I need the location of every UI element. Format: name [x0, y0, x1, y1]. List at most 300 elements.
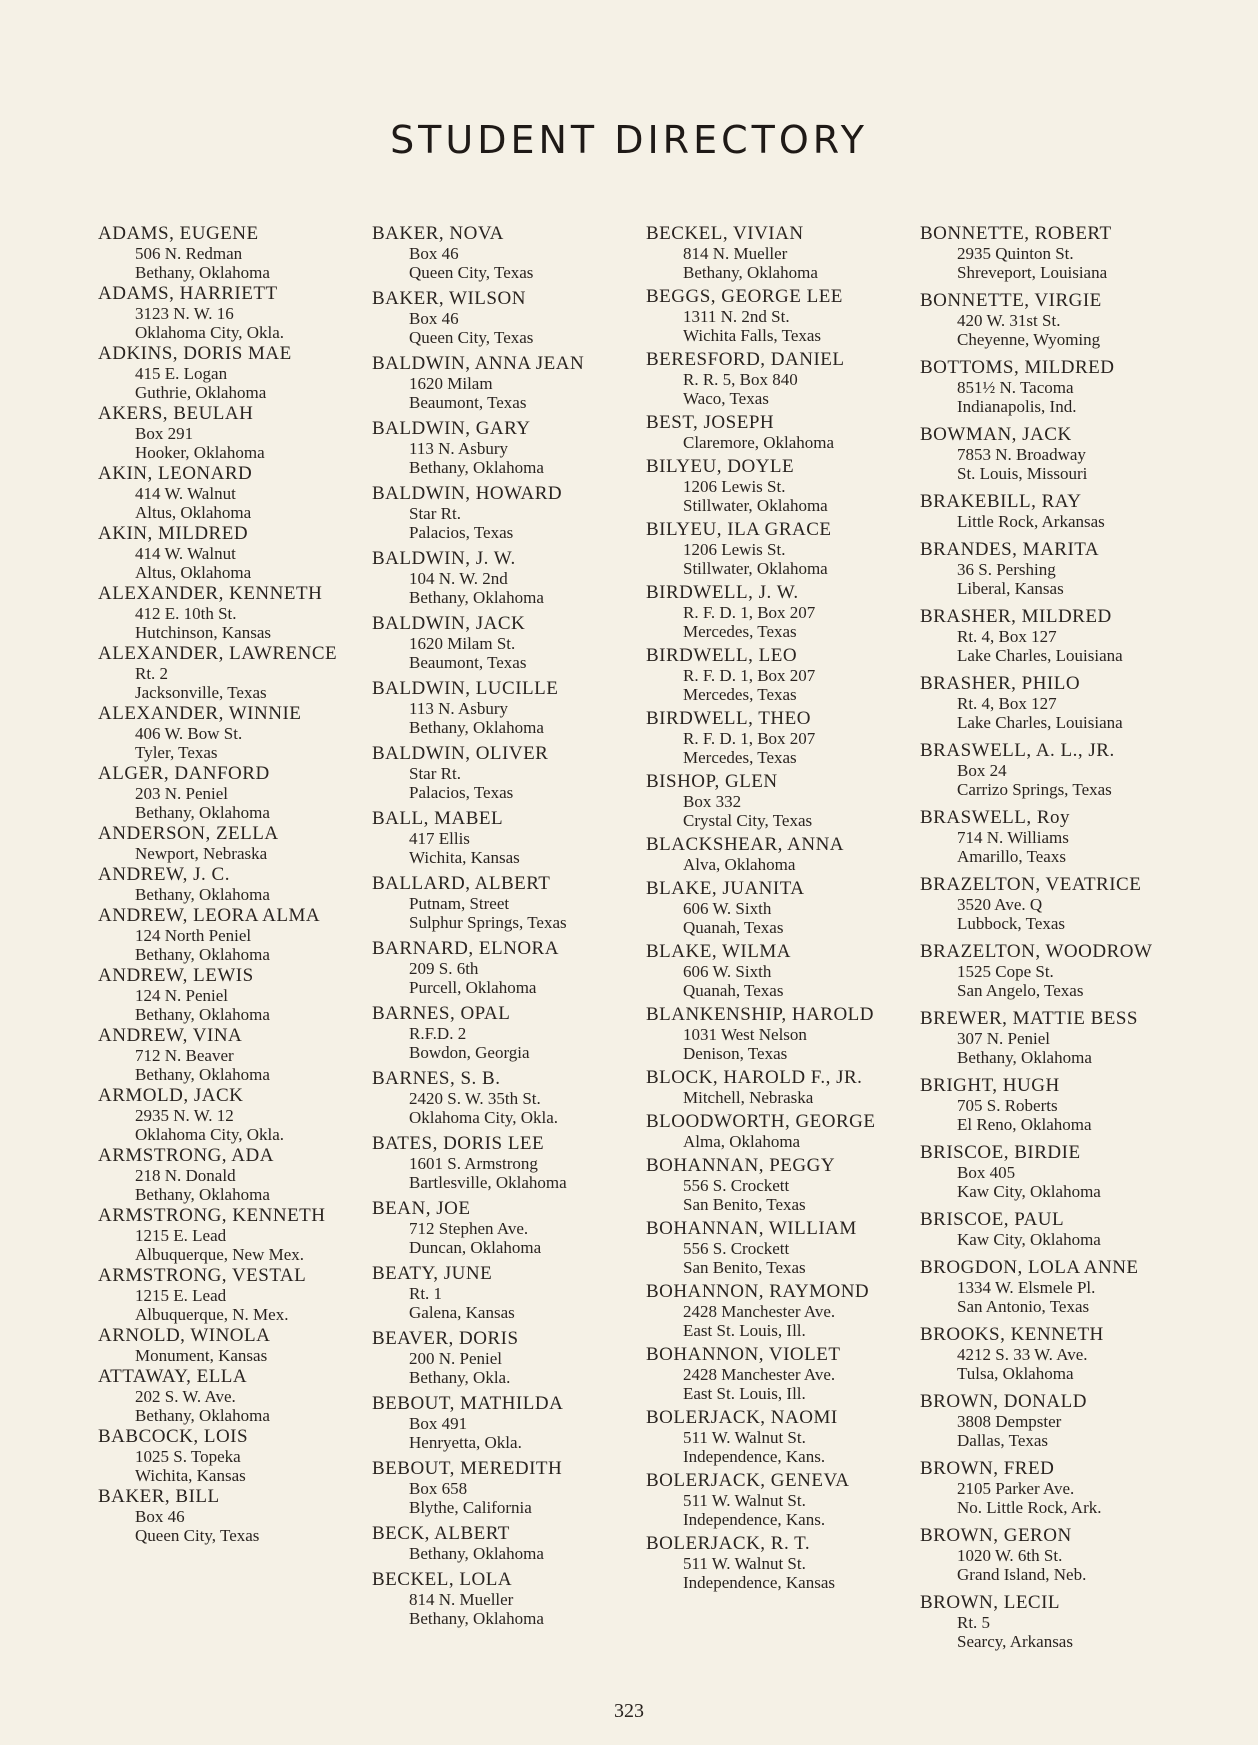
directory-entry: [98, 1206, 368, 1264]
directory-entry: [98, 584, 368, 642]
address-line: 556 S. Crockett: [683, 1239, 790, 1258]
directory-entry: [646, 583, 916, 641]
directory-entry: [372, 1004, 642, 1062]
student-name: BALDWIN, JACK: [372, 613, 526, 634]
address-line: 705 S. Roberts: [957, 1096, 1058, 1115]
address-line: Bethany, Oklahoma: [957, 1048, 1092, 1067]
directory-entry: [372, 224, 642, 282]
student-name: BRIGHT, HUGH: [920, 1075, 1060, 1096]
address-line: 7853 N. Broadway: [957, 445, 1086, 464]
student-name: BEATY, JUNE: [372, 1263, 493, 1284]
student-name: BOLERJACK, R. T.: [646, 1533, 811, 1554]
address-line: 113 N. Asbury: [409, 699, 509, 718]
student-name: BOHANNAN, WILLIAM: [646, 1218, 857, 1239]
address-line: 556 S. Crockett: [683, 1176, 790, 1195]
address-line: Oklahoma City, Okla.: [135, 323, 285, 342]
address-line: 406 W. Bow St.: [135, 724, 243, 743]
address-line: Altus, Oklahoma: [135, 503, 252, 522]
directory-entry: [98, 1326, 368, 1365]
address-line: Wichita, Kansas: [135, 1466, 246, 1485]
directory-entry: [98, 1026, 368, 1084]
address-line: Sulphur Springs, Texas: [409, 913, 567, 932]
directory-entry: [372, 874, 642, 932]
address-line: Jacksonville, Texas: [135, 683, 267, 702]
student-name: AKIN, LEONARD: [98, 463, 253, 484]
address-line: Box 658: [409, 1479, 468, 1498]
directory-entry: [98, 464, 368, 522]
address-line: Mercedes, Texas: [683, 748, 797, 767]
address-line: Amarillo, Teaxs: [957, 847, 1066, 866]
student-name: BRAKEBILL, RAY: [920, 491, 1082, 512]
directory-entry: [98, 824, 368, 863]
page-number: 323: [614, 1700, 644, 1722]
address-line: Rt. 2: [135, 664, 169, 683]
directory-entry: [920, 1325, 1190, 1383]
address-line: 417 Ellis: [409, 829, 470, 848]
address-line: R. R. 5, Box 840: [683, 370, 798, 389]
address-line: Bethany, Oklahoma: [135, 945, 270, 964]
student-name: ARMOLD, JACK: [98, 1085, 244, 1106]
student-name: BRASWELL, Roy: [920, 807, 1071, 828]
address-line: R.F.D. 2: [409, 1024, 467, 1043]
directory-entry: [646, 1068, 916, 1107]
address-line: 124 North Peniel: [135, 926, 252, 945]
address-line: Queen City, Texas: [135, 1526, 260, 1545]
address-line: Shreveport, Louisiana: [957, 263, 1108, 282]
student-name: BALL, MABEL: [372, 808, 504, 829]
directory-entry: [920, 358, 1190, 416]
address-line: Monument, Kansas: [135, 1346, 268, 1365]
address-line: 606 W. Sixth: [683, 899, 772, 918]
student-name: ANDREW, LEORA ALMA: [98, 905, 321, 926]
directory-entry: [646, 1282, 916, 1340]
address-line: Stillwater, Oklahoma: [683, 496, 828, 515]
directory-entry: [920, 942, 1190, 1000]
address-line: 307 N. Peniel: [957, 1029, 1051, 1048]
directory-entry: [372, 1329, 642, 1387]
directory-entry: [646, 520, 916, 578]
student-name: BATES, DORIS LEE: [372, 1133, 545, 1154]
address-line: Denison, Texas: [683, 1044, 788, 1063]
address-line: Beaumont, Texas: [409, 653, 527, 672]
address-line: El Reno, Oklahoma: [957, 1115, 1092, 1134]
student-name: BILYEU, ILA GRACE: [646, 519, 832, 540]
address-line: 1334 W. Elsmele Pl.: [957, 1278, 1096, 1297]
address-line: 1601 S. Armstrong: [409, 1154, 538, 1173]
directory-entry: [98, 704, 368, 762]
directory-entry: [646, 1156, 916, 1214]
address-line: 203 N. Peniel: [135, 784, 229, 803]
address-line: Tyler, Texas: [135, 743, 218, 762]
address-line: 420 W. 31st St.: [957, 311, 1061, 330]
student-name: BLAKE, JUANITA: [646, 878, 805, 899]
address-line: Hutchinson, Kansas: [135, 623, 271, 642]
address-line: 1215 E. Lead: [135, 1226, 227, 1245]
student-name: BROWN, FRED: [920, 1458, 1055, 1479]
student-name: BEST, JOSEPH: [646, 412, 775, 433]
student-name: BECK, ALBERT: [372, 1523, 510, 1544]
directory-entry: [920, 425, 1190, 483]
address-line: Newport, Nebraska: [135, 844, 268, 863]
address-line: Mercedes, Texas: [683, 685, 797, 704]
student-name: BOHANNON, RAYMOND: [646, 1281, 870, 1302]
student-name: BEGGS, GEORGE LEE: [646, 286, 843, 307]
student-name: BECKEL, VIVIAN: [646, 223, 804, 244]
student-name: BRASHER, MILDRED: [920, 606, 1112, 627]
student-name: ARMSTRONG, KENNETH: [98, 1205, 326, 1226]
address-line: 1620 Milam St.: [409, 634, 516, 653]
address-line: 511 W. Walnut St.: [683, 1428, 806, 1447]
address-line: Lake Charles, Louisiana: [957, 713, 1123, 732]
address-line: Bethany, Oklahoma: [409, 1609, 544, 1628]
address-line: Wichita, Kansas: [409, 848, 520, 867]
address-line: Box 332: [683, 792, 742, 811]
address-line: 1031 West Nelson: [683, 1025, 807, 1044]
address-line: 851½ N. Tacoma: [957, 378, 1074, 397]
address-line: 712 N. Beaver: [135, 1046, 234, 1065]
student-name: BARNARD, ELNORA: [372, 938, 559, 959]
student-name: ALEXANDER, LAWRENCE: [98, 643, 338, 664]
student-name: BIRDWELL, THEO: [646, 708, 811, 729]
directory-entry: [646, 1345, 916, 1403]
directory-entry: [372, 939, 642, 997]
directory-entry: [98, 1146, 368, 1204]
address-line: No. Little Rock, Ark.: [957, 1498, 1102, 1517]
address-line: 814 N. Mueller: [683, 244, 788, 263]
student-name: BAKER, WILSON: [372, 288, 526, 309]
address-line: 712 Stephen Ave.: [409, 1219, 529, 1238]
address-line: Galena, Kansas: [409, 1303, 515, 1322]
student-name: BEBOUT, MEREDITH: [372, 1458, 563, 1479]
address-line: Quanah, Texas: [683, 918, 784, 937]
address-line: Box 46: [409, 244, 459, 263]
address-line: Bethany, Oklahoma: [135, 1005, 270, 1024]
directory-entry: [98, 1487, 368, 1545]
address-line: Star Rt.: [409, 504, 461, 523]
student-name: AKIN, MILDRED: [98, 523, 249, 544]
address-line: 104 N. W. 2nd: [409, 569, 508, 588]
address-line: Box 24: [957, 761, 1007, 780]
student-name: ARMSTRONG, ADA: [98, 1145, 274, 1166]
student-name: BARNES, OPAL: [372, 1003, 511, 1024]
directory-column-3: [646, 224, 916, 1597]
directory-entry: [646, 1471, 916, 1529]
directory-entry: [920, 291, 1190, 349]
address-line: Guthrie, Oklahoma: [135, 383, 267, 402]
student-name: BALDWIN, HOWARD: [372, 483, 563, 504]
student-name: ALEXANDER, KENNETH: [98, 583, 323, 604]
address-line: 3808 Dempster: [957, 1412, 1062, 1431]
address-line: Little Rock, Arkansas: [957, 512, 1105, 531]
address-line: 1206 Lewis St.: [683, 540, 786, 559]
student-name: BROOKS, KENNETH: [920, 1324, 1104, 1345]
address-line: Putnam, Street: [409, 894, 510, 913]
address-line: Rt. 5: [957, 1613, 991, 1632]
student-name: BIRDWELL, J. W.: [646, 582, 799, 603]
address-line: Independence, Kans.: [683, 1510, 826, 1529]
directory-entry: [920, 875, 1190, 933]
address-line: 2428 Manchester Ave.: [683, 1365, 836, 1384]
address-line: 124 N. Peniel: [135, 986, 229, 1005]
student-name: BREWER, MATTIE BESS: [920, 1008, 1138, 1029]
directory-entry: [372, 1199, 642, 1257]
address-line: 414 W. Walnut: [135, 484, 236, 503]
directory-entry: [920, 1009, 1190, 1067]
student-name: BROWN, DONALD: [920, 1391, 1087, 1412]
directory-entry: [646, 646, 916, 704]
directory-entry: [920, 224, 1190, 282]
address-line: Claremore, Oklahoma: [683, 433, 835, 452]
address-line: Independence, Kans.: [683, 1447, 826, 1466]
address-line: Bartlesville, Oklahoma: [409, 1173, 567, 1192]
student-name: BONNETTE, ROBERT: [920, 223, 1112, 244]
address-line: Hooker, Oklahoma: [135, 443, 265, 462]
student-name: BRAZELTON, WOODROW: [920, 941, 1153, 962]
address-line: Carrizo Springs, Texas: [957, 780, 1112, 799]
address-line: 1525 Cope St.: [957, 962, 1054, 981]
directory-entry: [646, 224, 916, 282]
student-name: ADAMS, EUGENE: [98, 223, 259, 244]
address-line: R. F. D. 1, Box 207: [683, 603, 816, 622]
student-name: BLANKENSHIP, HAROLD: [646, 1004, 875, 1025]
student-name: BOLERJACK, GENEVA: [646, 1470, 850, 1491]
student-name: BRISCOE, PAUL: [920, 1209, 1065, 1230]
directory-entry: [372, 614, 642, 672]
address-line: 412 E. 10th St.: [135, 604, 237, 623]
address-line: Albuquerque, N. Mex.: [135, 1305, 289, 1324]
student-name: BLACKSHEAR, ANNA: [646, 834, 845, 855]
directory-entry: [98, 1427, 368, 1485]
address-line: East St. Louis, Ill.: [683, 1384, 806, 1403]
student-name: BALLARD, ALBERT: [372, 873, 551, 894]
address-line: 218 N. Donald: [135, 1166, 236, 1185]
address-line: 1025 S. Topeka: [135, 1447, 241, 1466]
address-line: Alma, Oklahoma: [683, 1132, 801, 1151]
student-name: BEAN, JOE: [372, 1198, 471, 1219]
address-line: 2935 N. W. 12: [135, 1106, 234, 1125]
student-name: BROWN, LECIL: [920, 1592, 1061, 1613]
student-name: ANDREW, J. C.: [98, 864, 230, 885]
address-line: Rt. 1: [409, 1284, 443, 1303]
directory-entry: [98, 1086, 368, 1144]
address-line: 511 W. Walnut St.: [683, 1491, 806, 1510]
directory-entry: [920, 1459, 1190, 1517]
directory-entry: [372, 1570, 642, 1628]
directory-column-4: [920, 224, 1190, 1660]
address-line: Blythe, California: [409, 1498, 532, 1517]
address-line: 3520 Ave. Q: [957, 895, 1043, 914]
address-line: Purcell, Oklahoma: [409, 978, 537, 997]
directory-entry: [98, 524, 368, 582]
directory-column-2: [372, 224, 642, 1635]
student-name: BOHANNON, VIOLET: [646, 1344, 841, 1365]
directory-entry: [646, 1005, 916, 1063]
address-line: Wichita Falls, Texas: [683, 326, 822, 345]
address-line: Cheyenne, Wyoming: [957, 330, 1101, 349]
address-line: 506 N. Redman: [135, 244, 243, 263]
student-name: AKERS, BEULAH: [98, 403, 254, 424]
directory-entry: [920, 1076, 1190, 1134]
directory-entry: [372, 744, 642, 802]
address-line: 606 W. Sixth: [683, 962, 772, 981]
address-line: Henryetta, Okla.: [409, 1433, 522, 1452]
address-line: San Angelo, Texas: [957, 981, 1084, 1000]
address-line: Kaw City, Oklahoma: [957, 1182, 1101, 1201]
address-line: 714 N. Williams: [957, 828, 1069, 847]
directory-entry: [920, 492, 1190, 531]
address-line: Bethany, Oklahoma: [135, 803, 270, 822]
address-line: Bethany, Oklahoma: [409, 458, 544, 477]
address-line: Albuquerque, New Mex.: [135, 1245, 305, 1264]
directory-entry: [98, 284, 368, 342]
directory-entry: [920, 1210, 1190, 1249]
address-line: 1020 W. 6th St.: [957, 1546, 1063, 1565]
student-name: BLOCK, HAROLD F., JR.: [646, 1067, 863, 1088]
student-name: BRISCOE, BIRDIE: [920, 1142, 1081, 1163]
student-name: ANDERSON, ZELLA: [98, 823, 279, 844]
student-name: BONNETTE, VIRGIE: [920, 290, 1102, 311]
address-line: Lake Charles, Louisiana: [957, 646, 1123, 665]
student-name: ADAMS, HARRIETT: [98, 283, 278, 304]
address-line: Mercedes, Texas: [683, 622, 797, 641]
address-line: Oklahoma City, Okla.: [135, 1125, 285, 1144]
address-line: Rt. 4, Box 127: [957, 694, 1057, 713]
directory-entry: [372, 419, 642, 477]
directory-entry: [646, 287, 916, 345]
directory-entry: [646, 772, 916, 830]
student-name: BOWMAN, JACK: [920, 424, 1072, 445]
address-line: Queen City, Texas: [409, 328, 534, 347]
address-line: Bethany, Okla.: [409, 1368, 511, 1387]
directory-entry: [920, 607, 1190, 665]
directory-entry: [646, 1534, 916, 1592]
directory-entry: [372, 1264, 642, 1322]
student-name: BISHOP, GLEN: [646, 771, 778, 792]
student-name: BRANDES, MARITA: [920, 539, 1100, 560]
student-name: BECKEL, LOLA: [372, 1569, 513, 1590]
address-line: Alva, Oklahoma: [683, 855, 796, 874]
address-line: Grand Island, Neb.: [957, 1565, 1087, 1584]
address-line: San Antonio, Texas: [957, 1297, 1090, 1316]
address-line: 113 N. Asbury: [409, 439, 509, 458]
directory-entry: [920, 540, 1190, 598]
address-line: Mitchell, Nebraska: [683, 1088, 814, 1107]
address-line: Palacios, Texas: [409, 783, 514, 802]
address-line: Box 46: [135, 1507, 185, 1526]
address-line: Bethany, Oklahoma: [409, 588, 544, 607]
student-name: BALDWIN, OLIVER: [372, 743, 549, 764]
address-line: 200 N. Peniel: [409, 1349, 503, 1368]
directory-column-1: [98, 224, 368, 1547]
directory-entry: [372, 1394, 642, 1452]
student-name: BOLERJACK, NAOMI: [646, 1407, 838, 1428]
student-name: ADKINS, DORIS MAE: [98, 343, 292, 364]
student-name: ANDREW, LEWIS: [98, 965, 254, 986]
student-name: BABCOCK, LOIS: [98, 1426, 249, 1447]
directory-entry: [98, 404, 368, 462]
address-line: Bethany, Oklahoma: [135, 1065, 270, 1084]
student-name: BALDWIN, J. W.: [372, 548, 516, 569]
address-line: San Benito, Texas: [683, 1195, 806, 1214]
student-name: BRASHER, PHILO: [920, 673, 1081, 694]
directory-entry: [920, 1143, 1190, 1201]
address-line: 2935 Quinton St.: [957, 244, 1074, 263]
student-name: BRAZELTON, VEATRICE: [920, 874, 1142, 895]
directory-entry: [646, 413, 916, 452]
directory-entry: [372, 809, 642, 867]
address-line: Bethany, Oklahoma: [683, 263, 818, 282]
directory-entry: [98, 906, 368, 964]
directory-entry: [646, 879, 916, 937]
directory-entry: [98, 644, 368, 702]
address-line: Indianapolis, Ind.: [957, 397, 1077, 416]
address-line: 1215 E. Lead: [135, 1286, 227, 1305]
directory-entry: [920, 674, 1190, 732]
student-name: BEBOUT, MATHILDA: [372, 1393, 564, 1414]
address-line: San Benito, Texas: [683, 1258, 806, 1277]
address-line: Duncan, Oklahoma: [409, 1238, 542, 1257]
address-line: Tulsa, Oklahoma: [957, 1364, 1074, 1383]
address-line: Bethany, Oklahoma: [409, 1544, 544, 1563]
student-name: BLOODWORTH, GEORGE: [646, 1111, 876, 1132]
directory-entry: [920, 741, 1190, 799]
student-name: BEAVER, DORIS: [372, 1328, 519, 1349]
address-line: Star Rt.: [409, 764, 461, 783]
directory-entry: [920, 808, 1190, 866]
address-line: Kaw City, Oklahoma: [957, 1230, 1101, 1249]
address-line: Box 46: [409, 309, 459, 328]
address-line: East St. Louis, Ill.: [683, 1321, 806, 1340]
student-name: BARNES, S. B.: [372, 1068, 501, 1089]
address-line: 1311 N. 2nd St.: [683, 307, 790, 326]
directory-entry: [646, 350, 916, 408]
address-line: Quanah, Texas: [683, 981, 784, 1000]
address-line: Beaumont, Texas: [409, 393, 527, 412]
directory-entry: [98, 344, 368, 402]
address-line: Bethany, Oklahoma: [135, 885, 270, 904]
address-line: Waco, Texas: [683, 389, 769, 408]
student-name: ATTAWAY, ELLA: [98, 1366, 248, 1387]
address-line: Bethany, Oklahoma: [409, 718, 544, 737]
address-line: Bowdon, Georgia: [409, 1043, 530, 1062]
student-name: BLAKE, WILMA: [646, 941, 791, 962]
directory-entry: [920, 1526, 1190, 1584]
address-line: 1206 Lewis St.: [683, 477, 786, 496]
address-line: Lubbock, Texas: [957, 914, 1066, 933]
address-line: R. F. D. 1, Box 207: [683, 729, 816, 748]
address-line: 814 N. Mueller: [409, 1590, 514, 1609]
student-name: BROGDON, LOLA ANNE: [920, 1257, 1139, 1278]
student-name: ARNOLD, WINOLA: [98, 1325, 271, 1346]
directory-entry: [98, 1367, 368, 1425]
address-line: Searcy, Arkansas: [957, 1632, 1073, 1651]
address-line: 2420 S. W. 35th St.: [409, 1089, 541, 1108]
address-line: Bethany, Oklahoma: [135, 263, 270, 282]
address-line: 202 S. W. Ave.: [135, 1387, 236, 1406]
student-name: ARMSTRONG, VESTAL: [98, 1265, 307, 1286]
directory-entry: [920, 1258, 1190, 1316]
student-name: BOTTOMS, MILDRED: [920, 357, 1115, 378]
student-name: BALDWIN, LUCILLE: [372, 678, 559, 699]
address-line: 2105 Parker Ave.: [957, 1479, 1075, 1498]
directory-entry: [646, 942, 916, 1000]
directory-entry: [372, 679, 642, 737]
directory-entry: [646, 1408, 916, 1466]
directory-entry: [920, 1392, 1190, 1450]
address-line: Box 491: [409, 1414, 468, 1433]
directory-entry: [372, 484, 642, 542]
address-line: Independence, Kansas: [683, 1573, 835, 1592]
